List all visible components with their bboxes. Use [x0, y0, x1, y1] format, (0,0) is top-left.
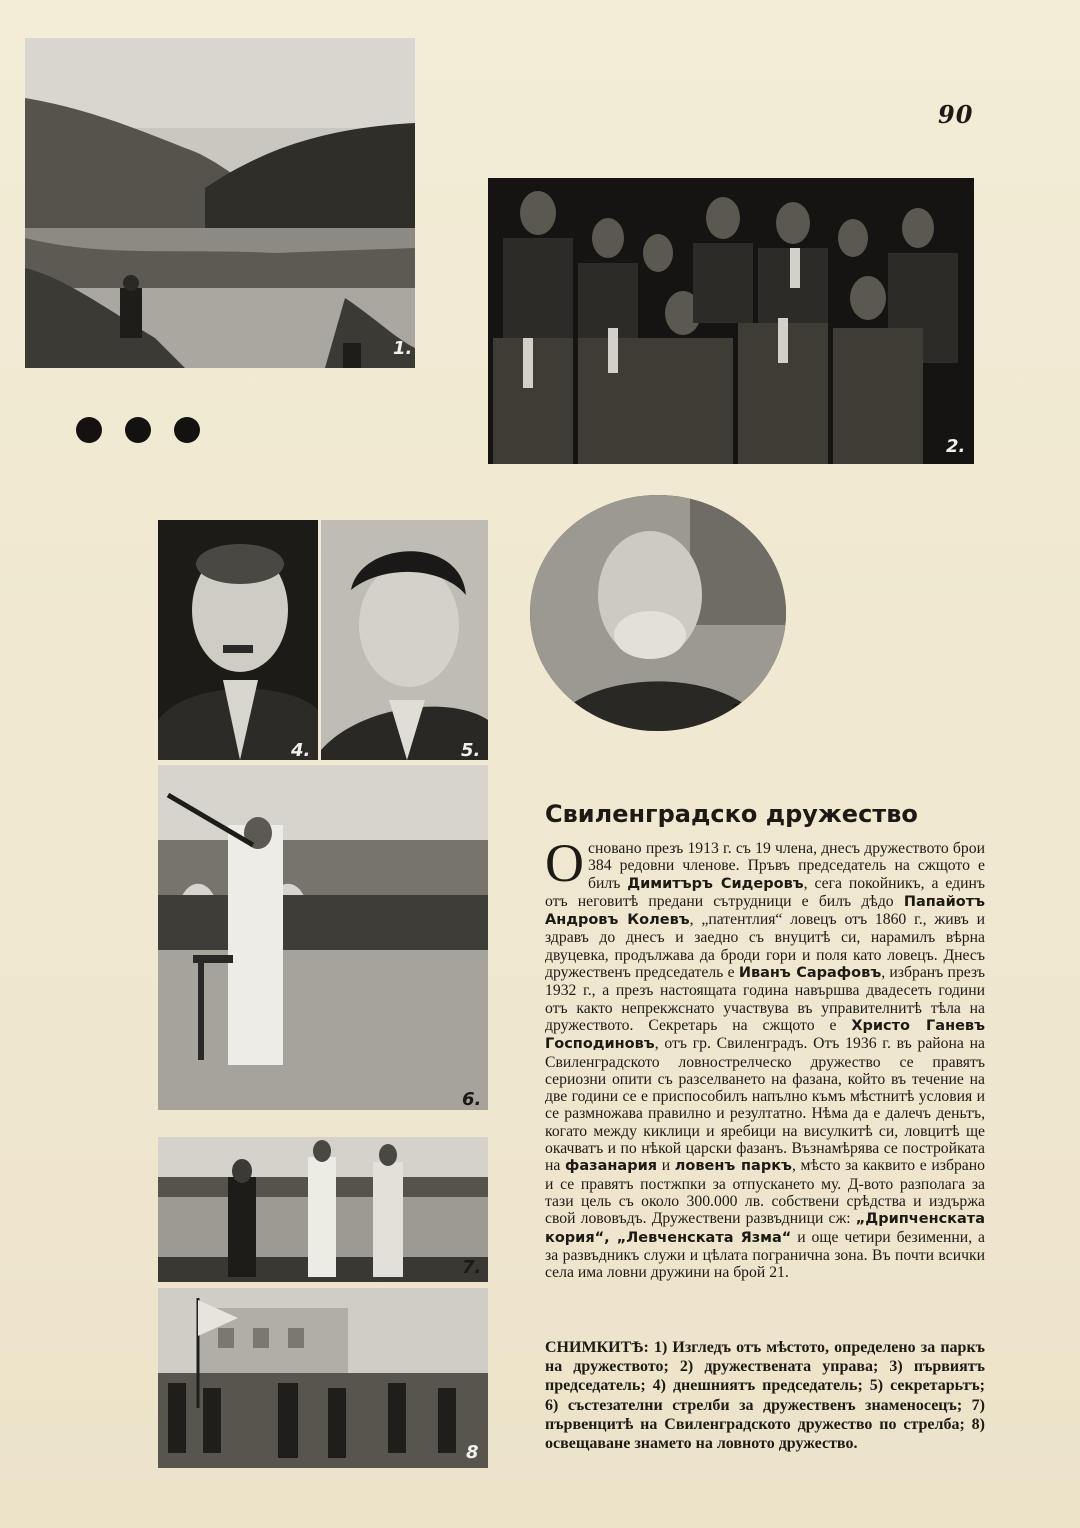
- bold-name: фазанария: [565, 1158, 658, 1175]
- body-run: , мѣсто за каквито е избрано и се правятъ постжпки за отпускането му. Д-вото разполага за тази цель съ около 300.000 лв. собствени срѣдства и издържа свой лововъдъ. Дружествени развъдници сж:: [545, 1157, 986, 1228]
- photo-lake-landscape: [25, 38, 415, 368]
- decorative-dot-2: [125, 417, 151, 443]
- decorative-dot-3: [174, 417, 200, 443]
- photo-captions: СНИМКИТѢ: 1) Изгледъ отъ мѣстото, определено за паркъ на дружеството; 2) дружествената управа; 3) първиятъ председатель; 4) днешниятъ председатель; 5) секретарьтъ; 6) състезателни стрелби за дружественъ знаменосецъ; 7) първенцитѣ на Свиленградското дружество по стрелба; 8) освещаване знамето на ловното дружество.: [545, 1339, 985, 1453]
- photo-6-label: 6.: [462, 1089, 482, 1110]
- bold-name: ловенъ паркъ: [674, 1158, 792, 1175]
- body-run: , избранъ презъ 1932 г., а презъ настоящата година навършва двадесеть години отъ както непрекжснато участвува въ управителнитѣ тѣла на дружеството. Секретарь на сжщото е: [545, 964, 985, 1034]
- photo-5-label: 5.: [461, 740, 481, 760]
- bold-name: „Дрипченската кория“, „Левченската Язма“: [545, 1211, 985, 1246]
- photo-flag-consecration: [158, 1288, 488, 1468]
- photo-1-label: 1.: [393, 338, 413, 359]
- body-run: сновано презъ 1913 г. съ 19 члена, днесъ дружеството брои 384 редовни членове. Пръвъ председатель на сжщото е билъ: [588, 840, 985, 892]
- bold-name: Христо Ганевъ Господиновъ: [545, 1017, 985, 1053]
- body-run: , „патентлия“ ловецъ отъ 1860 г., живъ и здравъ до днесъ и заедно съ внуцитѣ си, нарамилъ вѣрна двуцевка, продължава да броди гори и поля като ловецъ. Днесъ дружественъ председатель е: [545, 911, 985, 982]
- body-run: и още четири безименни, а за развъдникъ служи и цѣлата погранична зона. Въ почти всички села има ловни дружини на брой 21.: [545, 1228, 985, 1282]
- drop-cap: О: [545, 833, 584, 893]
- photo-7-label: 7.: [462, 1257, 482, 1278]
- photo-shooting-champions: [158, 1137, 488, 1282]
- body-run: , сега покойникъ, а единъ отъ неговитѣ предани сътрудници е билъ дѣдо: [545, 874, 985, 910]
- photo-4-label: 4.: [291, 740, 311, 760]
- photo-8-label: 8: [466, 1442, 479, 1463]
- article-body: [545, 833, 986, 1282]
- body-run: , отъ гр. Свиленградъ. Отъ 1936 г. въ района на Свиленградското ловнострелческо дружество се правятъ сериозни опити съ разселването на фазана, който въ течение на две години се е приспособилъ напълно къмъ мѣстнитѣ условия и се размножава правилно и резултатно. Нѣма да е далечъ деньтъ, когато между киклици и яребици на висулкитѣ си, ловцитѣ ще окачватъ и по нѣкой царски фазанъ. Възнамѣрява се постройката на: [545, 1035, 985, 1175]
- decorative-dot-1: [76, 417, 102, 443]
- body-run: и: [657, 1157, 675, 1175]
- photo-first-chairman: [530, 495, 786, 731]
- photo-3-label: 3.: [730, 701, 750, 722]
- photo-secretary: [321, 520, 488, 760]
- bold-name: Иванъ Сарафовъ: [738, 965, 882, 982]
- photo-current-chairman: [158, 520, 318, 760]
- photo-2-label: 2.: [946, 436, 966, 457]
- photo-group-portrait: [488, 178, 974, 464]
- bold-name: Папайотъ Андровъ Колевъ: [545, 893, 985, 929]
- article-body-text: [545, 833, 986, 1282]
- bold-name: Димитъръ Сидеровъ: [627, 875, 804, 892]
- page-number: 90: [938, 100, 974, 129]
- photo-shooting-contest: [158, 765, 488, 1110]
- article-title: Свиленградско дружество: [545, 800, 918, 828]
